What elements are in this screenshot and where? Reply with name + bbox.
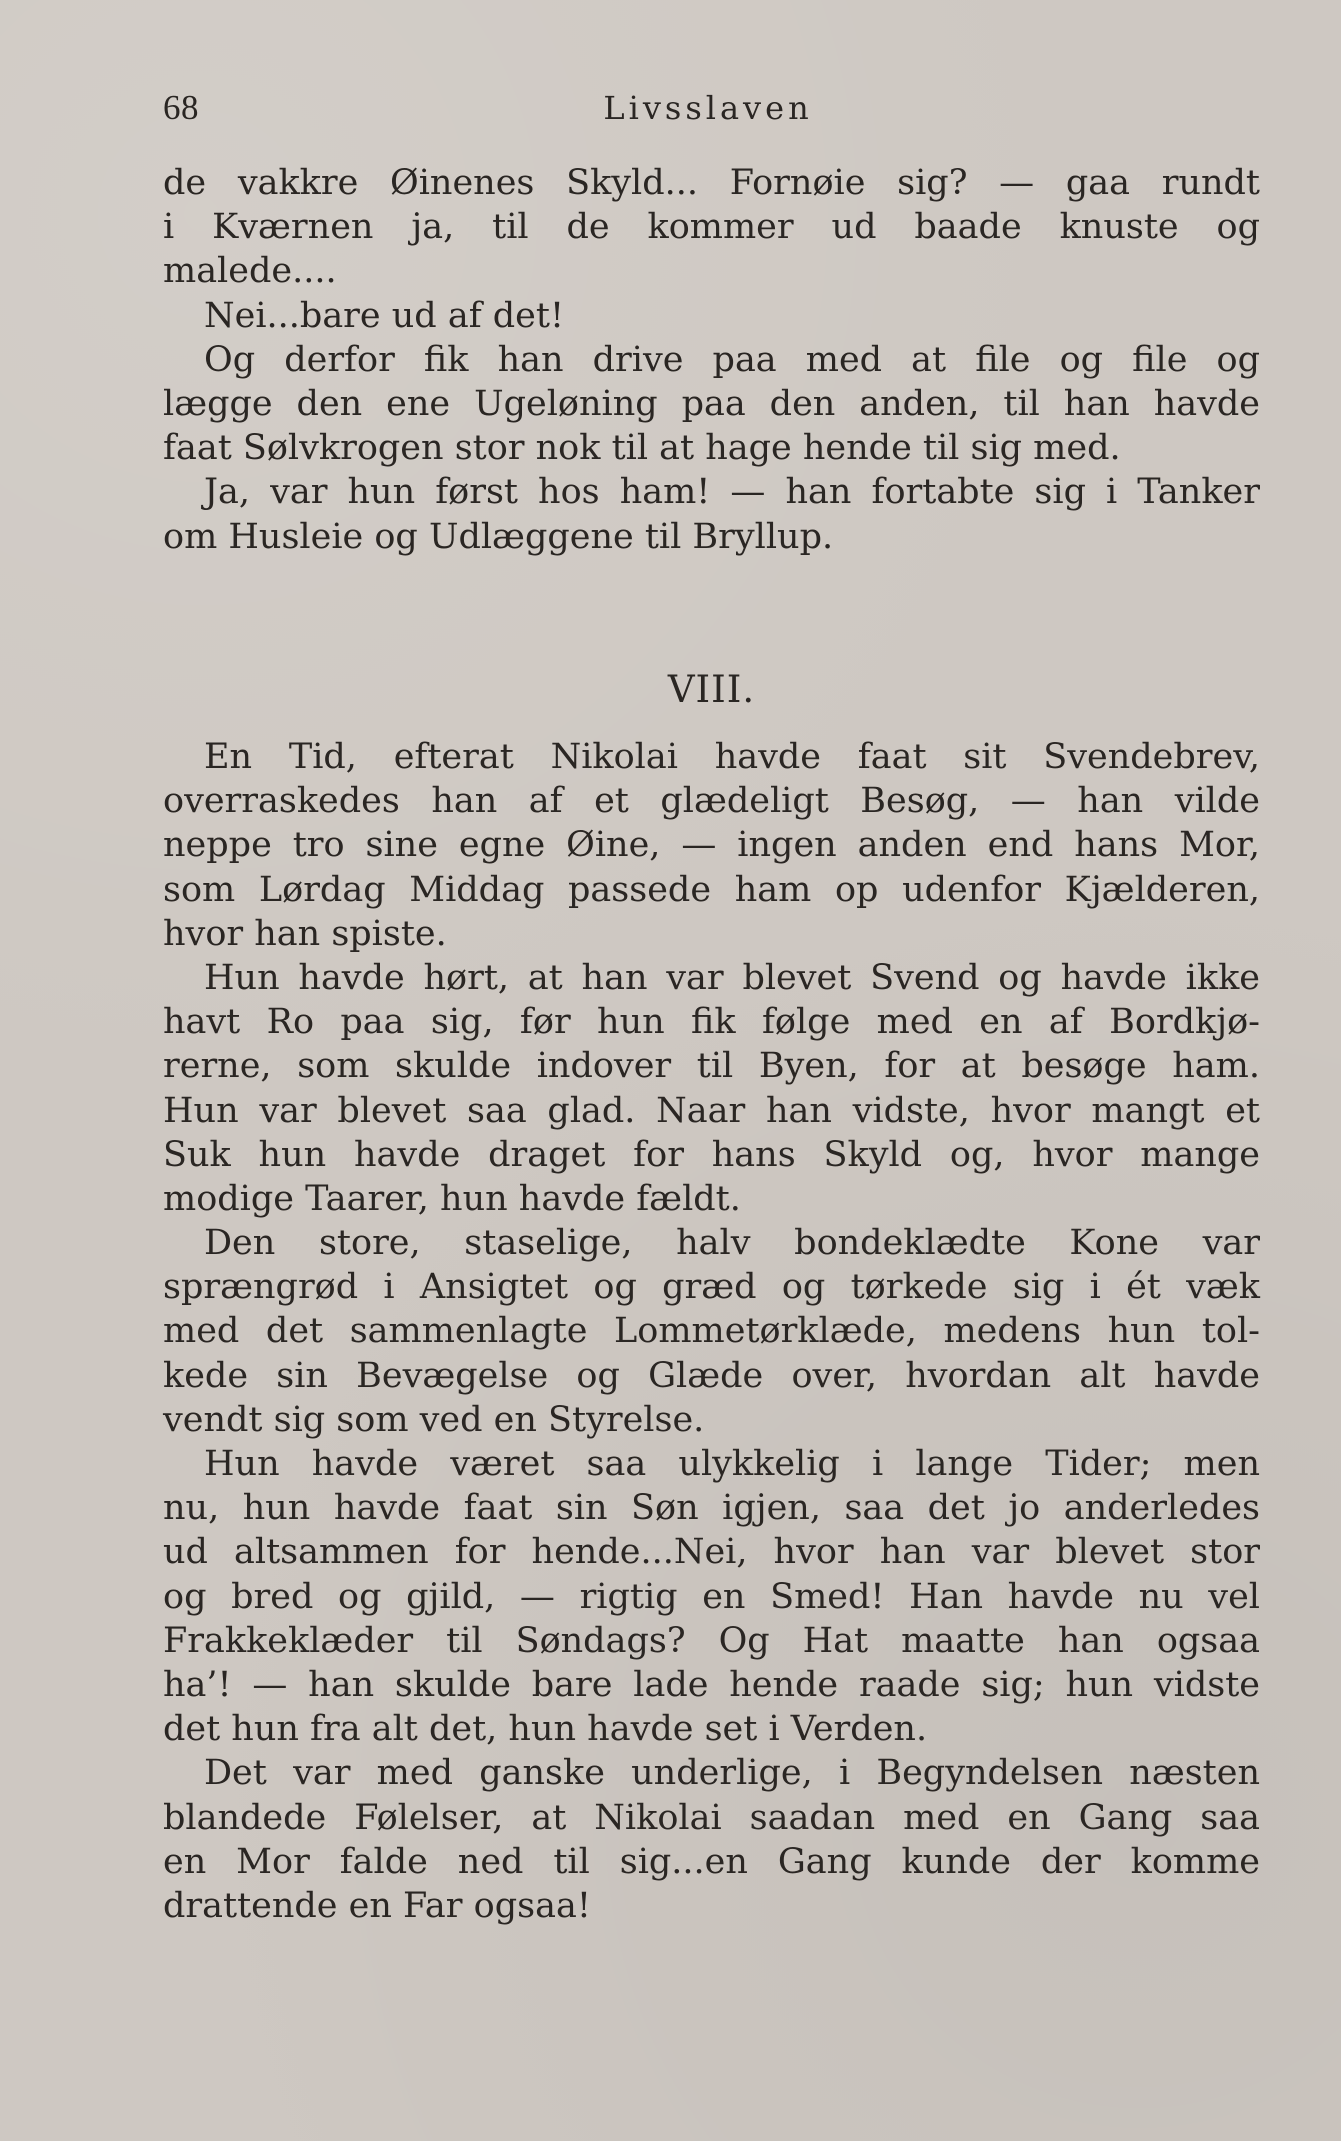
running-title: Livsslaven: [603, 89, 813, 127]
text-line: Nei...bare ud af det!: [204, 295, 565, 336]
text-line: lægge den ene Ugeløning paa den anden, til han havde: [163, 383, 1260, 424]
text-line: Hun havde været saa ulykkelig i lange Tider; men: [204, 1444, 1260, 1484]
text-line: og bred og gjild, — rigtig en Smed! Han havde nu vel: [163, 1576, 1260, 1617]
text-line: de vakkre Øinenes Skyld... Fornøie sig? — gaa rundt: [163, 163, 1260, 203]
text-line: neppe tro sine egne Øine, — ingen anden end hans Mor,: [163, 825, 1260, 866]
text-line: En Tid, efterat Nikolai havde faat sit Svendebrev,: [204, 737, 1260, 777]
text-line: hvor han spiste.: [163, 913, 447, 954]
text-line: med det sammenlagte Lommetørklæde, medens hun tol-: [163, 1311, 1260, 1352]
text-line: Suk hun havde draget for hans Skyld og, hvor mange: [163, 1134, 1260, 1175]
text-line: ha’! — han skulde bare lade hende raade sig; hun vidste: [163, 1664, 1260, 1705]
text-line: som Lørdag Middag passede ham op udenfor Kjælderen,: [163, 869, 1260, 910]
text-line: kede sin Bevægelse og Glæde over, hvordan alt havde: [163, 1355, 1260, 1396]
text-line: blandede Følelser, at Nikolai saadan med en Gang saa: [163, 1797, 1260, 1838]
opening-text: [163, 161, 1260, 559]
page-number: 68: [163, 88, 199, 127]
text-line: nu, hun havde faat sin Søn igjen, saa det jo anderledes: [163, 1488, 1260, 1529]
page-header: [163, 86, 1253, 130]
text-line: modige Taarer, hun havde fældt.: [163, 1178, 741, 1219]
text-line: Og derfor fik han drive paa med at file og file og: [204, 339, 1260, 380]
text-line: Hun havde hørt, at han var blevet Svend og havde ikke: [204, 957, 1260, 998]
text-line: Frakkeklæder til Søndags? Og Hat maatte han ogsaa: [163, 1620, 1260, 1661]
chapter-text: [163, 735, 1260, 1928]
text-line: en Mor falde ned til sig...en Gang kunde der komme: [163, 1841, 1260, 1882]
text-line: rerne, som skulde indover til Byen, for at besøge ham.: [163, 1046, 1260, 1087]
text-line: det hun fra alt det, hun havde set i Verden.: [163, 1709, 928, 1750]
text-line: overraskedes han af et glædeligt Besøg, — han vilde: [163, 781, 1260, 822]
text-line: i Kværnen ja, til de kommer ud baade knuste og: [163, 207, 1260, 248]
text-line: Den store, staselige, halv bondeklædte Kone var: [204, 1223, 1260, 1264]
text-line: ud altsammen for hende...Nei, hvor han var blevet stor: [163, 1532, 1260, 1573]
text-line: Ja, var hun først hos ham! — han fortabte sig i Tanker: [204, 472, 1260, 513]
text-line: vendt sig som ved en Styrelse.: [163, 1399, 705, 1440]
text-line: om Husleie og Udlæggene til Bryllup.: [163, 516, 834, 557]
text-line: havt Ro paa sig, før hun fik følge med en af Bordkjø-: [163, 1002, 1260, 1043]
text-line: faat Sølvkrogen stor nok til at hage hende til sig med.: [163, 428, 1121, 469]
text-line: drattende en Far ogsaa!: [163, 1885, 591, 1926]
text-line: Det var med ganske underlige, i Begyndelsen næsten: [204, 1753, 1260, 1794]
text-line: malede....: [163, 251, 337, 292]
text-line: Hun var blevet saa glad. Naar han vidste, hvor mangt et: [163, 1090, 1260, 1131]
chapter-heading: VIII.: [667, 668, 756, 711]
text-line: sprængrød i Ansigtet og græd og tørkede sig i ét væk: [163, 1267, 1260, 1308]
